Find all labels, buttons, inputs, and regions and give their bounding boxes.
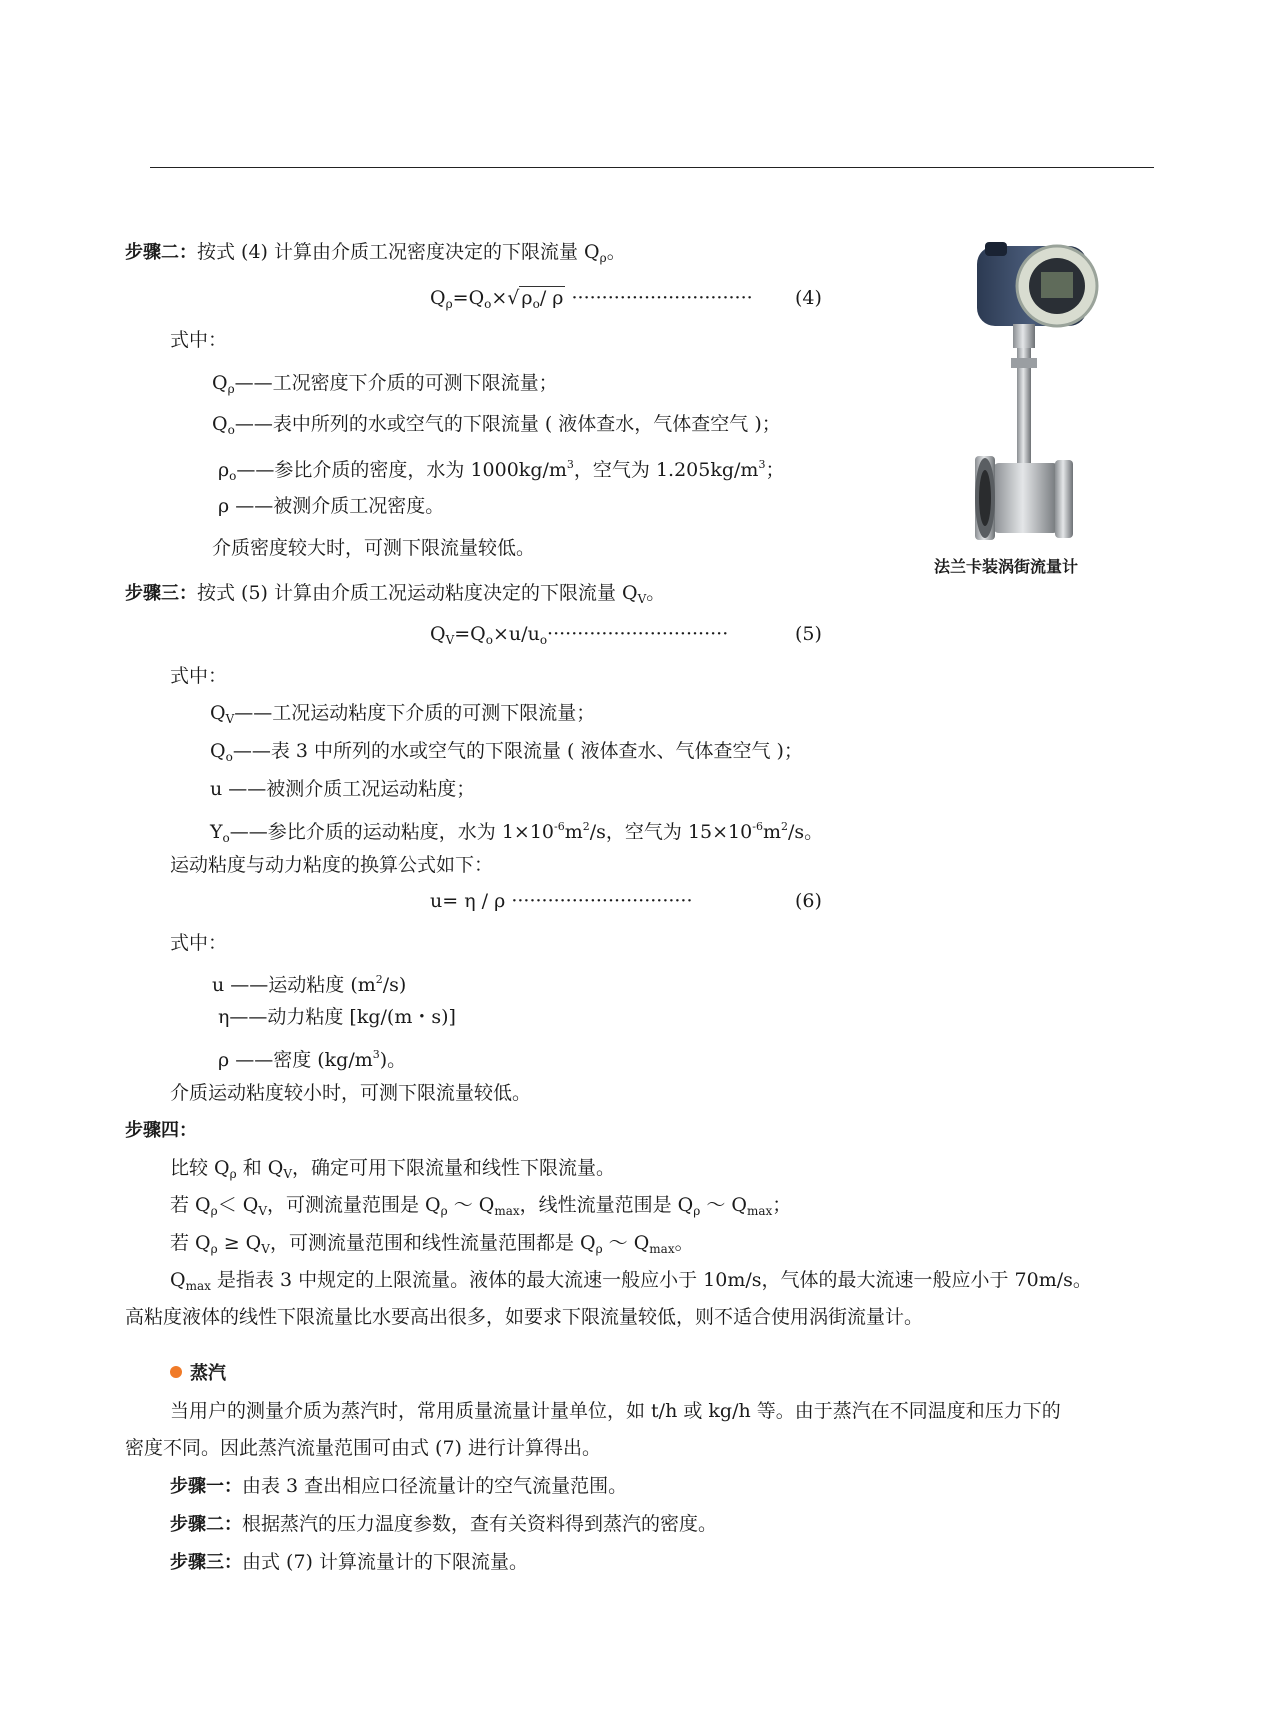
step3-def-qv: $Q_V——$工况运动粘度下介质的可测下限流量； [210, 702, 596, 726]
steam-step3: 步骤三：由式 (7) 计算流量计的下限流量。 [170, 1551, 528, 1573]
step4-line3: 若 $Q_\rho \ge Q_V$，可测流量范围和线性流量范围都是 $Q_\rho$ ～ $Q_{max}$。 [170, 1232, 694, 1256]
steam-heading: 蒸汽 [170, 1361, 226, 1386]
step3-def-qo: $Q_o——$表 3 中所列的水或空气的下限流量 ( 液体查水、气体查空气 )； [210, 740, 803, 764]
step3-where-2: 式中： [170, 932, 228, 954]
equation-4: $Q_\rho=Q_o\times√$ $\rho_o/$ ρ ······························ [430, 287, 753, 311]
step4-heading: 步骤四： [125, 1120, 197, 1141]
step4-para1: $Q_{max}$ 是指表 3 中规定的上限流量。液体的最大流速一般应小于 10m/s，气体的最大流速一般应小于 70m/s。 [170, 1269, 1092, 1293]
step3-def-eta: η——动力粘度 [kg/(m・s)] [218, 1006, 456, 1028]
step3-where: 式中： [170, 665, 228, 687]
step2-where: 式中： [170, 329, 228, 351]
step3-note: 介质运动粘度较小时，可测下限流量较低。 [170, 1082, 532, 1104]
equation-5-number: (5) [795, 623, 822, 645]
vortex-flowmeter-photo [955, 238, 1125, 548]
orange-bullet-icon [170, 1366, 182, 1378]
step4-line2: 若 $Q_\rho< Q_V$，可测流量范围是 $Q_\rho$ ～ $Q_{max}$，线性流量范围是 $Q_\rho$ ～ $Q_{max}$； [170, 1194, 792, 1218]
step3-def-rho: ρ ——密度 $(kg/m^3)$。 [218, 1048, 407, 1071]
steam-step1: 步骤一：由表 3 查出相应口径流量计的空气流量范围。 [170, 1475, 628, 1497]
step2-line: 步骤二：按式 (4) 计算由介质工况密度决定的下限流量 $Q_\rho$。 [125, 241, 626, 265]
figure-caption: 法兰卡装涡街流量计 [934, 557, 1079, 576]
equation-6: u= η / ρ ······························ [430, 890, 693, 912]
steam-step2: 步骤二：根据蒸汽的压力温度参数，查有关资料得到蒸汽的密度。 [170, 1513, 718, 1535]
sqrt-sign: √ [507, 287, 520, 309]
step4-para2: 高粘度液体的线性下限流量比水要高出很多，如要求下限流量较低，则不适合使用涡街流量计。 [125, 1306, 924, 1328]
step3-def-u2: u ——运动粘度 $(m^2/s)$ [212, 973, 407, 996]
step3-def-u: u ——被测介质工况运动粘度； [210, 778, 476, 800]
steam-para-line1: 当用户的测量介质为蒸汽时，常用质量流量计量单位，如 t/h 或 kg/h 等。由于蒸汽在不同温度和压力下的 [170, 1400, 1061, 1422]
step2-def-qp: $Q_\rho——$工况密度下介质的可测下限流量； [212, 372, 558, 396]
steam-para-line2: 密度不同。因此蒸汽流量范围可由式 (7) 进行计算得出。 [125, 1437, 601, 1459]
step3-line: 步骤三：按式 (5) 计算由介质工况运动粘度决定的下限流量 $Q_V$。 [125, 582, 666, 606]
step2-note: 介质密度较大时，可测下限流量较低。 [212, 537, 536, 559]
step2-def-rho-o: $\rho_o——$参比介质的密度，水为 $1000kg/m^3$，空气为 $1.205kg/m^3$； [218, 458, 785, 483]
equation-6-number: (6) [795, 890, 822, 912]
step3-def-yo: $Y_o——$参比介质的运动粘度，水为 $1\times 10^{-6}m^2/s$，空气为 $15\times 10^{-6}m^2/s$。 [210, 820, 824, 845]
equation-5: $Q_V=Q_o\times u/u_o\cdot\cdot\cdot\cdot\cdot\cdot\cdot\cdot\cdot\cdot\cdot\cdot\cdot\cdot\cdot\cdot\cdot\cdot\cdot\cdot\cdot\cdot\cdot\cdot\cdot\cdot\cdot\cdot\cdot\cdot$ [430, 623, 729, 647]
header-rule [150, 167, 1154, 168]
step2-def-rho: ρ ——被测介质工况密度。 [218, 495, 445, 517]
step2-def-qo: $Q_o——$表中所列的水或空气的下限流量 ( 液体查水，气体查空气 )； [212, 413, 781, 437]
step3-heading: 步骤三： [125, 583, 197, 604]
step4-line1: 比较 $Q_\rho$ 和 $Q_V$，确定可用下限流量和线性下限流量。 [170, 1157, 616, 1181]
equation-4-number: (4) [795, 287, 822, 309]
step3-conversion: 运动粘度与动力粘度的换算公式如下： [170, 854, 494, 876]
step2-heading: 步骤二： [125, 242, 197, 263]
